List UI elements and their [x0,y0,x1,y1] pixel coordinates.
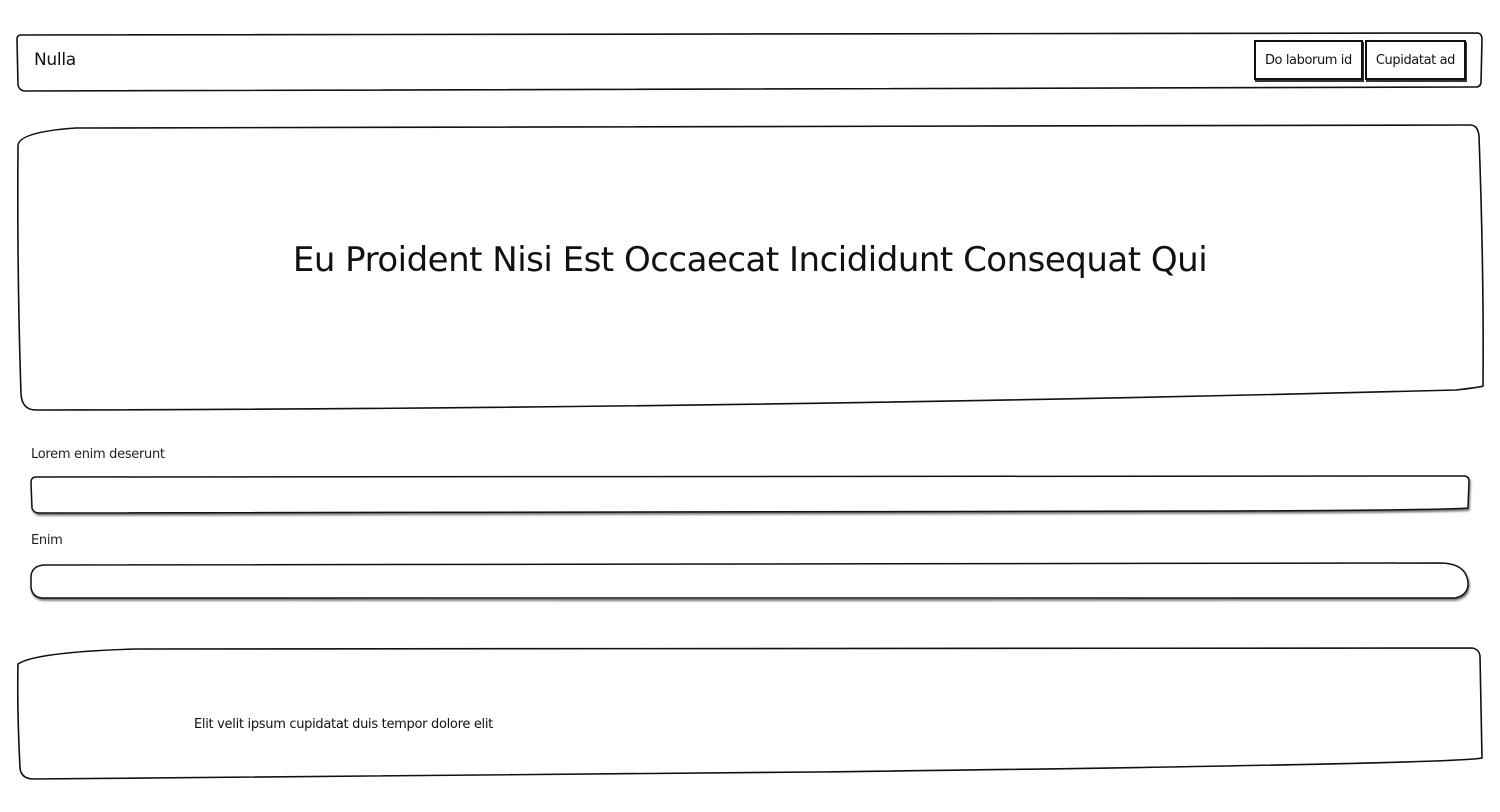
field-label-enim: Enim [31,533,63,548]
enim-input[interactable] [34,565,1464,595]
lorem-enim-deserunt-field[interactable] [30,476,1470,514]
nav-actions [1254,40,1466,80]
footer-frame [16,648,1484,780]
navbar [16,33,1484,91]
do-laborum-id-button[interactable]: Do laborum id [1254,40,1363,80]
enim-field[interactable] [30,562,1470,600]
lorem-enim-deserunt-input[interactable] [34,479,1464,509]
footer-section [16,648,1484,780]
field-label-lorem-enim-deserunt: Lorem enim deserunt [31,447,165,462]
hero-title: Eu Proident Nisi Est Occaecat Incididunt Consequat Qui [292,240,1208,280]
footer-text: Elit velit ipsum cupidatat duis tempor dolore elit [194,717,493,732]
cupidatat-ad-button[interactable]: Cupidatat ad [1365,40,1466,80]
hero-section [16,124,1484,411]
brand-name[interactable]: Nulla [34,50,76,70]
